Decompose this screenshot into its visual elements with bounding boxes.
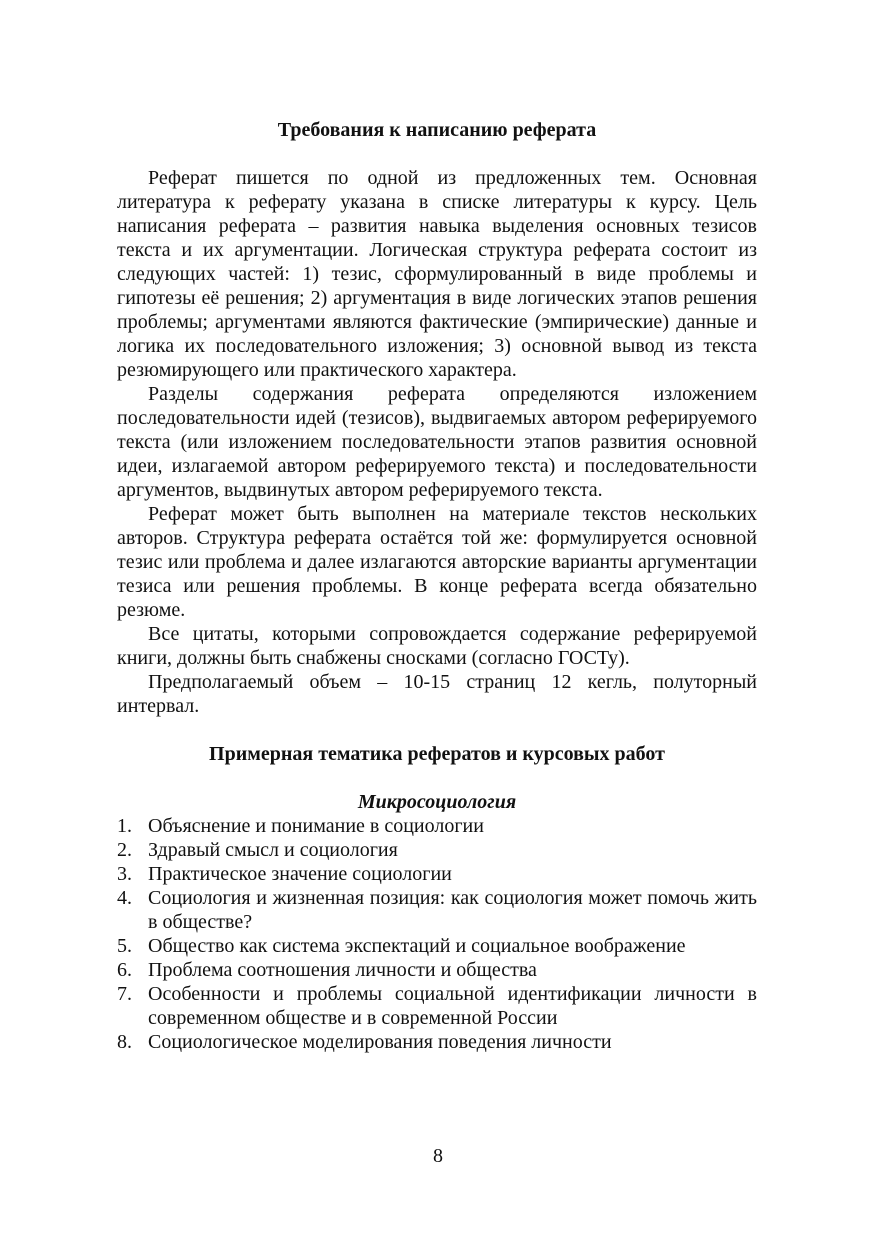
list-item [117, 814, 757, 838]
list-text: Здравый смысл и социология [148, 839, 398, 861]
list-number: 1. [117, 815, 132, 837]
paragraph: Все цитаты, которыми сопровождается содержание реферируемой книги, должны быть снабжены сносками (согласно ГОСТу). [117, 623, 757, 669]
list-text: Социология и жизненная позиция: как социология может помочь жить в обществе? [148, 887, 757, 933]
list-item [117, 1030, 757, 1054]
list-item [117, 886, 757, 934]
paragraph: Реферат может быть выполнен на материале текстов нескольких авторов. Структура реферата остаётся той же: формулируется основной тезис или проблема и далее излагаются авторские варианты аргументации тезиса или решения проблемы. В конце реферата всегда обязательно резюме. [117, 503, 757, 621]
paragraph: Предполагаемый объем – 10-15 страниц 12 кегль, полуторный интервал. [117, 671, 757, 717]
document-page [117, 118, 757, 1054]
list-text: Особенности и проблемы социальной идентификации личности в современном обществе и в современной России [148, 983, 757, 1029]
page-number: 8 [433, 1145, 443, 1167]
list-text: Проблема соотношения личности и общества [148, 959, 537, 981]
topics-heading: Примерная тематика рефератов и курсовых работ [209, 743, 665, 765]
list-text: Социологическое моделирования поведения личности [148, 1031, 612, 1053]
list-number: 5. [117, 935, 132, 957]
paragraph: Разделы содержания реферата определяются изложением последовательности идей (тезисов), выдвигаемых автором реферируемого текста (или изложением последовательности этапов развития основной идеи, излагаемой автором реферируемого текста) и последовательности аргументов, выдвинутых автором реферируемого текста. [117, 383, 757, 501]
list-text: Общество как система экспектаций и социальное воображение [148, 935, 686, 957]
list-text: Объяснение и понимание в социологии [148, 815, 484, 837]
list-number: 4. [117, 887, 132, 909]
list-item [117, 958, 757, 982]
list-item [117, 838, 757, 862]
list-item [117, 982, 757, 1030]
paragraph: Реферат пишется по одной из предложенных тем. Основная литература к реферату указана в списке литературы к курсу. Цель написания реферата – развития навыка выделения основных тезисов текста и их аргументации. Логическая структура реферата состоит из следующих частей: 1) тезис, сформулированный в виде проблемы и гипотезы её решения; 2) аргументация в виде логических этапов решения проблемы; аргументами являются фактические (эмпирические) данные и логика их последовательного изложения; 3) основной вывод из текста резюмирующего или практического характера. [117, 167, 757, 381]
list-number: 8. [117, 1031, 132, 1053]
topics-list [117, 814, 757, 1054]
section-heading: Микросоциология [357, 791, 517, 813]
page-title: Требования к написанию реферата [277, 119, 597, 141]
list-number: 7. [117, 983, 132, 1005]
list-item [117, 934, 757, 958]
list-number: 6. [117, 959, 132, 981]
list-text: Практическое значение социологии [148, 863, 452, 885]
list-item [117, 862, 757, 886]
list-number: 3. [117, 863, 132, 885]
list-number: 2. [117, 839, 132, 861]
